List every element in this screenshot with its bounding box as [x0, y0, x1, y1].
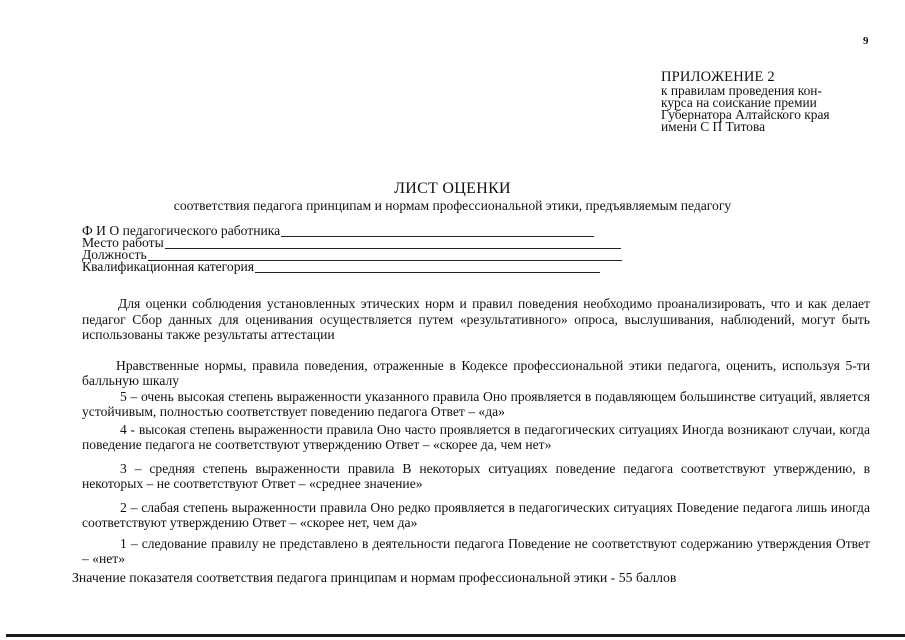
form-title: ЛИСТ ОЦЕНКИ: [394, 180, 511, 197]
form-subtitle: соответствия педагога принципам и нормам профессиональной этики, предъявляемым педагогу: [173, 198, 732, 213]
field-fio: [82, 225, 642, 237]
field-workplace: [82, 237, 642, 249]
intro-paragraph: Для оценки соблюдения установленных этических норм и правил поведения необходимо проанализировать, что и как делает педагог Сбор данных для оценивания осуществляется путем «результативного» опроса, выслушивания, наблюдений, могут быть использованы также результаты аттестации: [82, 296, 870, 342]
field-category: [82, 261, 642, 273]
scale-item-3: 3 – средняя степень выраженности правила В некоторых ситуациях поведение педагога соответствуют утверждению, в некоторых – не соответствуют Ответ – «среднее значение»: [82, 461, 870, 491]
page-number: 9: [863, 35, 869, 47]
fill-line[interactable]: [281, 227, 594, 237]
appendix-line: к правилам проведения кон-: [661, 83, 822, 98]
scale-intro: Нравственные нормы, правила поведения, отраженные в Кодексе профессиональной этики педагога, оценить, используя 5-ти балльную шкалу: [82, 358, 870, 388]
appendix-title: ПРИЛОЖЕНИЕ 2: [661, 69, 775, 85]
conclusion-line: Значение показателя соответствия педагога принципам и нормам профессиональной этики - 55 баллов: [72, 570, 677, 585]
appendix-line: курса на соискание премии: [661, 95, 817, 110]
appendix-line: имени С П Титова: [661, 119, 766, 134]
field-label: Место работы: [82, 235, 164, 250]
fill-line[interactable]: [165, 239, 621, 249]
field-label: Должность: [82, 247, 147, 262]
scale-item-1: 1 – следование правилу не представлено в деятельности педагога Поведение не соответствуют содержанию утверждения Ответ – «нет»: [82, 536, 870, 566]
form-fields: [82, 225, 642, 273]
field-label: Квалификационная категория: [82, 259, 255, 274]
scale-item-5: 5 – очень высокая степень выраженности указанного правила Оно проявляется в подавляющем большинстве ситуаций, является устойчивым, полностью соответствует поведению педагога Ответ – «да»: [82, 389, 870, 419]
scale-item-4: 4 - высокая степень выраженности правила Оно часто проявляется в педагогических ситуациях Иногда возникают случаи, когда поведение педагога не соответствуют утверждению Ответ – «скорее да, чем нет»: [82, 422, 870, 452]
bottom-rule: [6, 634, 905, 637]
appendix-block: [661, 70, 901, 133]
appendix-line: Губернатора Алтайского края: [661, 107, 830, 122]
fill-line[interactable]: [255, 263, 600, 273]
field-label: Ф И О педагогического работника: [82, 223, 281, 238]
scale-item-2: 2 – слабая степень выраженности правила Оно редко проявляется в педагогических ситуациях Поведение педагога лишь иногда соответствуют утверждению Ответ – «скорее нет, чем да»: [82, 500, 870, 530]
